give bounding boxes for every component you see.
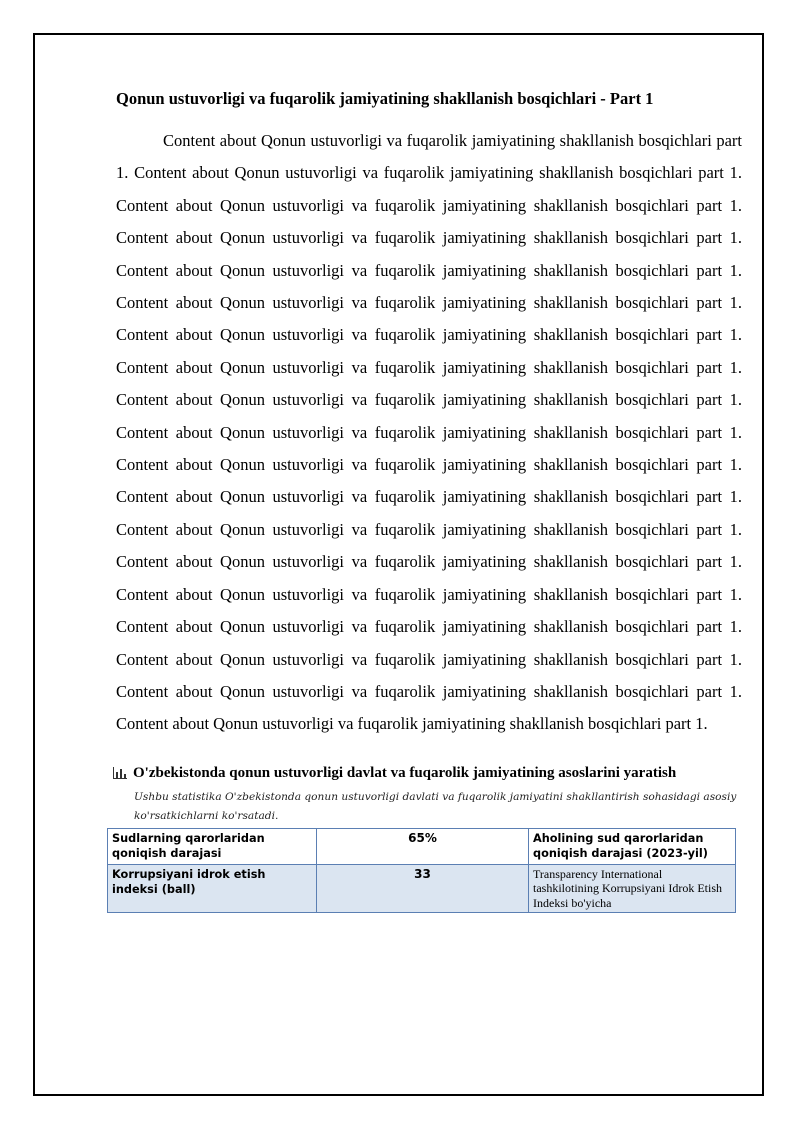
- stats-title: [116, 765, 742, 782]
- table-row: [108, 864, 736, 913]
- indicator-cell: Korrupsiyani idrok etish indeksi (ball): [108, 864, 317, 913]
- document-heading: Qonun ustuvorligi va fuqarolik jamiyatining shakllanish bosqichlari - Part 1: [116, 89, 654, 108]
- note-cell: Aholining sud qarorlaridan qoniqish darajasi (2023-yil): [529, 828, 736, 864]
- indicator-cell: Sudlarning qarorlaridan qoniqish darajasi: [108, 828, 317, 864]
- bar-chart-icon: [113, 767, 127, 779]
- value-cell: 65%: [317, 828, 529, 864]
- document-body: [112, 88, 742, 913]
- stats-title-text: O'zbekistonda qonun ustuvorligi davlat va fuqarolik jamiyatining asoslarini yaratish: [133, 764, 677, 781]
- table-row: [108, 828, 736, 864]
- stats-table: [107, 828, 736, 914]
- note-cell: Transparency International tashkilotining Korrupsiyani Idrok Etish Indeksi bo'yicha: [529, 864, 736, 913]
- body-paragraph: Content about Qonun ustuvorligi va fuqarolik jamiyatining shakllanish bosqichlari part 1. Content about Qonun ustuvorligi va fuqarolik jamiyatining shakllanish bosqichlari part 1. Content about Qonun ustuvorligi va fuqarolik jamiyatining shakllanish bosqichlari part 1. Content about Qonun ustuvorligi va fuqarolik jamiyatining shakllanish bosqichlari part 1. Content about Qonun ustuvorligi va fuqarolik jamiyatining shakllanish bosqichlari part 1. Content about Qonun ustuvorligi va fuqarolik jamiyatining shakllanish bosqichlari part 1. Content about Qonun ustuvorligi va fuqarolik jamiyatining shakllanish bosqichlari part 1. Content about Qonun ustuvorligi va fuqarolik jamiyatining shakllanish bosqichlari part 1. Content about Qonun ustuvorligi va fuqarolik jamiyatining shakllanish bosqichlari part 1. Content about Qonun ustuvorligi va fuqarolik jamiyatining shakllanish bosqichlari part 1. Content about Qonun ustuvorligi va fuqarolik jamiyatining shakllanish bosqichlari part 1. Content about Qonun ustuvorligi va fuqarolik jamiyatining shakllanish bosqichlari part 1. Content about Qonun ustuvorligi va fuqarolik jamiyatining shakllanish bosqichlari part 1. Content about Qonun ustuvorligi va fuqarolik jamiyatining shakllanish bosqichlari part 1. Content about Qonun ustuvorligi va fuqarolik jamiyatining shakllanish bosqichlari part 1. Content about Qonun ustuvorligi va fuqarolik jamiyatining shakllanish bosqichlari part 1. Content about Qonun ustuvorligi va fuqarolik jamiyatining shakllanish bosqichlari part 1. Content about Qonun ustuvorligi va fuqarolik jamiyatining shakllanish bosqichlari part 1. Content about Qonun ustuvorligi va fuqarolik jamiyatining shakllanish bosqichlari part 1.: [116, 131, 742, 734]
- value-cell: 33: [317, 864, 529, 913]
- stats-description: Ushbu statistika O'zbekistonda qonun ustuvorligi davlati va fuqarolik jamiyatini shakllantirish sohasidagi asosiy ko'rsatkichlarni ko'rsatadi.: [134, 790, 737, 822]
